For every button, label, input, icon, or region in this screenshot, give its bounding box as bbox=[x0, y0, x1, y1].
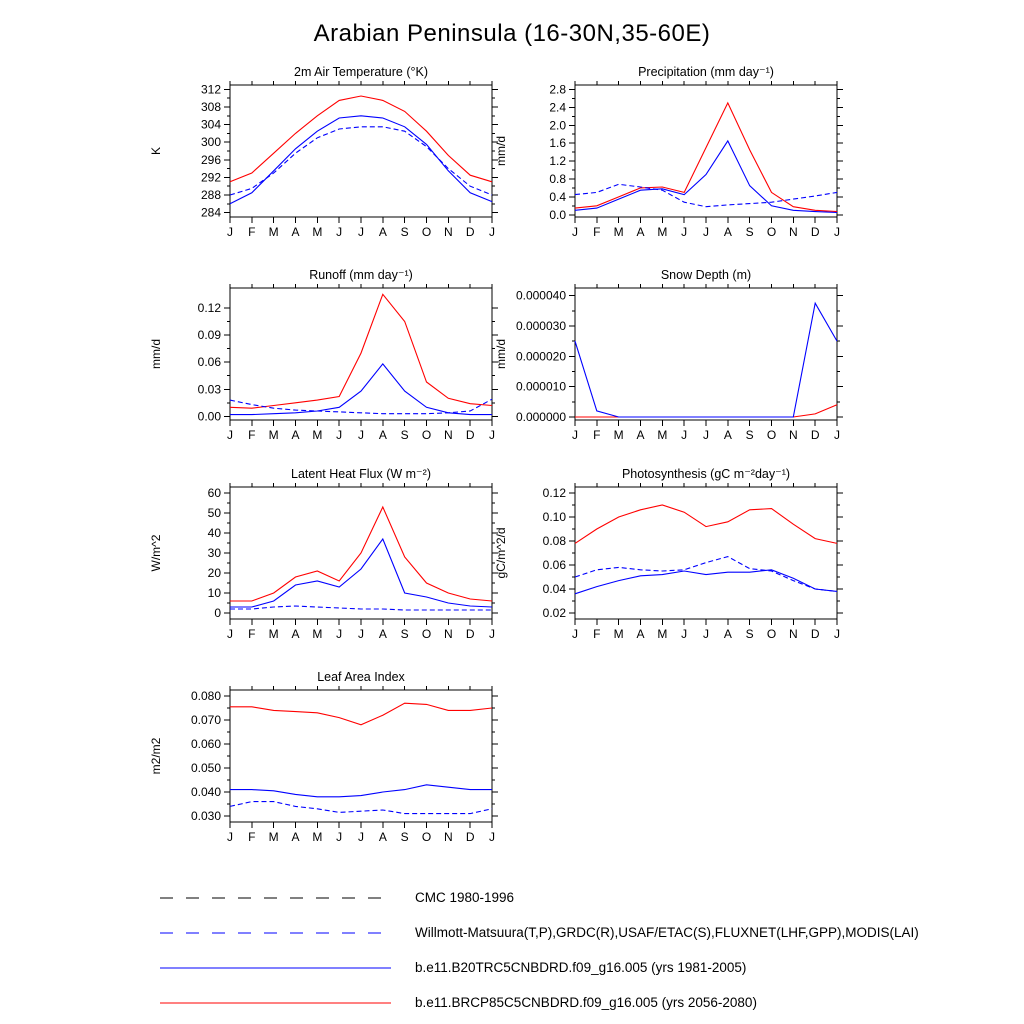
series-Willmott-Matsuura bbox=[230, 127, 492, 195]
y-axis bbox=[201, 82, 498, 219]
y-tick-label: 0.000020 bbox=[515, 349, 566, 364]
series-FLUXNET bbox=[230, 606, 492, 610]
series-group bbox=[575, 303, 837, 417]
legend-item bbox=[158, 915, 919, 950]
x-tick-label: N bbox=[443, 428, 453, 442]
x-tick-label: A bbox=[636, 428, 645, 442]
x-tick-label: A bbox=[723, 627, 732, 641]
x-tick-label: A bbox=[378, 627, 387, 641]
plot-frame bbox=[575, 487, 837, 619]
x-axis bbox=[572, 483, 840, 641]
chart-svg bbox=[130, 465, 502, 665]
y-tick-label: 0.4 bbox=[549, 189, 566, 204]
x-tick-label: O bbox=[766, 428, 777, 442]
figure-title: Arabian Peninsula (16-30N,35-60E) bbox=[313, 20, 711, 47]
x-tick-label: F bbox=[593, 627, 601, 641]
chart-latent-heat-flux bbox=[130, 465, 502, 670]
series-b.e11.BRCP85C5CNBDRD.f09_g16.005 bbox=[230, 507, 492, 601]
x-tick-label: A bbox=[723, 225, 732, 239]
x-tick-label: O bbox=[766, 225, 777, 239]
series-group bbox=[230, 96, 492, 204]
chart-svg bbox=[475, 63, 847, 263]
series-b.e11.BRCP85C5CNBDRD.f09_g16.005 bbox=[230, 96, 492, 182]
x-tick-label: A bbox=[723, 428, 732, 442]
y-tick-label: 0.040 bbox=[190, 785, 221, 799]
x-tick-label: A bbox=[291, 428, 300, 442]
x-tick-label: S bbox=[745, 225, 754, 239]
y-tick-label: 308 bbox=[200, 100, 221, 114]
x-tick-label: F bbox=[593, 428, 601, 442]
y-tick-label: 0.8 bbox=[549, 171, 566, 186]
y-tick-label: 0.070 bbox=[190, 713, 221, 727]
y-tick-label: 0.000030 bbox=[515, 318, 566, 333]
y-tick-label: 2.0 bbox=[549, 118, 566, 133]
x-tick-label: J bbox=[336, 627, 343, 641]
x-tick-label: J bbox=[703, 428, 709, 442]
x-tick-label: J bbox=[489, 627, 495, 641]
x-tick-label: J bbox=[227, 627, 233, 641]
y-tick-label: 300 bbox=[200, 135, 221, 150]
series-group bbox=[575, 505, 837, 594]
panel-title: Latent Heat Flux (W m⁻²) bbox=[291, 467, 431, 481]
legend-label: CMC 1980-1996 bbox=[415, 890, 515, 905]
series-Willmott-Matsuura bbox=[575, 184, 837, 206]
plot-frame bbox=[230, 85, 492, 217]
x-tick-label: D bbox=[810, 428, 820, 442]
x-tick-label: M bbox=[268, 225, 279, 239]
y-axis-label: mm/d bbox=[494, 339, 508, 369]
x-tick-label: M bbox=[312, 830, 323, 844]
y-tick-label: 0.08 bbox=[542, 534, 566, 548]
chart-precipitation bbox=[475, 63, 847, 268]
y-tick-label: 0.10 bbox=[542, 510, 566, 524]
y-axis-label: K bbox=[149, 146, 163, 156]
series-b.e11.B20TRC5CNBDRD.f09_g16.005 bbox=[230, 539, 492, 607]
series-b.e11.BRCP85C5CNBDRD.f09_g16.005 bbox=[230, 703, 492, 725]
x-tick-label: O bbox=[421, 428, 432, 442]
x-tick-label: J bbox=[358, 627, 364, 641]
y-tick-label: 10 bbox=[207, 586, 221, 600]
chart-runoff bbox=[130, 266, 502, 471]
x-tick-label: M bbox=[613, 627, 624, 641]
series-group bbox=[575, 103, 837, 213]
x-tick-label: M bbox=[657, 627, 668, 641]
series-b.e11.B20TRC5CNBDRD.f09_g16.005 bbox=[575, 303, 837, 417]
x-tick-label: N bbox=[788, 627, 798, 641]
x-tick-label: J bbox=[703, 225, 709, 239]
x-tick-label: F bbox=[248, 225, 256, 239]
x-tick-label: J bbox=[227, 225, 233, 239]
x-tick-label: S bbox=[400, 225, 409, 239]
x-tick-label: M bbox=[613, 428, 624, 442]
panel-title: Runoff (mm day⁻¹) bbox=[309, 268, 413, 282]
legend-label: b.e11.B20TRC5CNBDRD.f09_g16.005 (yrs 1981-2005) bbox=[415, 960, 747, 975]
y-tick-label: 304 bbox=[200, 117, 221, 132]
x-tick-label: D bbox=[465, 627, 475, 641]
legend-line-sample bbox=[158, 998, 393, 1008]
x-tick-label: D bbox=[465, 830, 475, 844]
x-tick-label: A bbox=[291, 830, 300, 844]
x-tick-label: D bbox=[810, 627, 820, 641]
y-tick-label: 1.2 bbox=[549, 154, 566, 169]
series-group bbox=[230, 703, 492, 813]
x-tick-label: M bbox=[613, 225, 624, 239]
x-tick-label: J bbox=[358, 225, 364, 239]
y-tick-label: 30 bbox=[207, 546, 221, 560]
y-tick-label: 0.000010 bbox=[515, 379, 566, 394]
y-tick-label: 0.06 bbox=[542, 558, 566, 572]
series-b.e11.B20TRC5CNBDRD.f09_g16.005 bbox=[230, 364, 492, 415]
x-tick-label: A bbox=[378, 428, 387, 442]
y-tick-label: 0.060 bbox=[190, 737, 221, 751]
x-tick-label: M bbox=[657, 225, 668, 239]
x-tick-label: M bbox=[657, 428, 668, 442]
y-tick-label: 288 bbox=[200, 188, 221, 202]
y-tick-label: 0.06 bbox=[197, 355, 221, 370]
x-axis bbox=[227, 81, 495, 239]
series-b.e11.B20TRC5CNBDRD.f09_g16.005 bbox=[575, 570, 837, 594]
y-tick-label: 40 bbox=[207, 526, 221, 540]
x-tick-label: M bbox=[268, 428, 279, 442]
x-tick-label: O bbox=[421, 830, 432, 844]
x-tick-label: A bbox=[291, 627, 300, 641]
panel-title: Leaf Area Index bbox=[317, 670, 405, 684]
chart-svg bbox=[475, 266, 847, 466]
series-b.e11.BRCP85C5CNBDRD.f09_g16.005 bbox=[575, 103, 837, 212]
y-tick-label: 292 bbox=[200, 170, 221, 185]
x-tick-label: J bbox=[336, 428, 343, 442]
x-tick-label: J bbox=[227, 428, 233, 442]
x-tick-label: J bbox=[834, 225, 840, 239]
x-tick-label: J bbox=[572, 627, 578, 641]
y-axis bbox=[208, 486, 498, 620]
chart-svg bbox=[130, 266, 502, 466]
x-tick-label: J bbox=[489, 225, 495, 239]
y-axis-label: W/m^2 bbox=[149, 534, 163, 572]
chart-snow-depth bbox=[475, 266, 847, 471]
series-FLUXNET bbox=[575, 557, 837, 592]
x-tick-label: A bbox=[636, 225, 645, 239]
plot-frame bbox=[575, 85, 837, 217]
y-tick-label: 312 bbox=[200, 82, 221, 97]
y-tick-label: 0.000000 bbox=[515, 409, 566, 424]
x-tick-label: J bbox=[336, 225, 343, 239]
x-tick-label: D bbox=[810, 225, 820, 239]
y-tick-label: 2.4 bbox=[549, 100, 566, 115]
x-tick-label: J bbox=[572, 225, 578, 239]
y-axis bbox=[516, 289, 843, 424]
y-tick-label: 0 bbox=[214, 606, 221, 620]
x-tick-label: A bbox=[291, 225, 300, 239]
x-tick-label: J bbox=[489, 830, 495, 844]
x-tick-label: F bbox=[248, 627, 256, 641]
x-tick-label: S bbox=[400, 830, 409, 844]
y-tick-label: 0.000040 bbox=[515, 288, 566, 303]
y-tick-label: 0.080 bbox=[190, 689, 221, 703]
legend bbox=[158, 880, 919, 1020]
y-tick-label: 60 bbox=[207, 486, 221, 500]
x-tick-label: J bbox=[681, 627, 688, 641]
legend-label: Willmott-Matsuura(T,P),GRDC(R),USAF/ETAC(S),FLUXNET(LHF,GPP),MODIS(LAI) bbox=[415, 925, 919, 940]
y-tick-label: 0.12 bbox=[197, 300, 221, 315]
x-tick-label: N bbox=[788, 225, 798, 239]
chart-svg bbox=[130, 63, 502, 263]
x-tick-label: M bbox=[312, 225, 323, 239]
y-axis bbox=[191, 689, 498, 823]
chart-2m-air-temperature bbox=[130, 63, 502, 268]
x-tick-label: J bbox=[703, 627, 709, 641]
chart-svg bbox=[475, 465, 847, 665]
x-tick-label: S bbox=[400, 428, 409, 442]
y-tick-label: 0.00 bbox=[197, 409, 221, 424]
y-tick-label: 296 bbox=[200, 152, 221, 167]
x-tick-label: A bbox=[636, 627, 645, 641]
legend-item bbox=[158, 985, 919, 1020]
y-tick-label: 2.8 bbox=[549, 82, 566, 97]
x-tick-label: J bbox=[572, 428, 578, 442]
x-tick-label: A bbox=[378, 225, 387, 239]
series-MODIS bbox=[230, 802, 492, 814]
y-axis-label: m2/m2 bbox=[149, 737, 163, 775]
x-tick-label: F bbox=[248, 428, 256, 442]
x-tick-label: O bbox=[766, 627, 777, 641]
x-tick-label: M bbox=[312, 428, 323, 442]
legend-item bbox=[158, 880, 919, 915]
x-tick-label: J bbox=[681, 225, 688, 239]
x-tick-label: F bbox=[248, 830, 256, 844]
x-tick-label: D bbox=[465, 225, 475, 239]
chart-leaf-area-index bbox=[130, 668, 502, 873]
series-b.e11.B20TRC5CNBDRD.f09_g16.005 bbox=[230, 785, 492, 797]
series-b.e11.BRCP85C5CNBDRD.f09_g16.005 bbox=[575, 505, 837, 543]
y-axis-label: mm/d bbox=[149, 339, 163, 369]
x-tick-label: J bbox=[358, 428, 364, 442]
y-tick-label: 0.0 bbox=[549, 207, 566, 222]
legend-label: b.e11.BRCP85C5CNBDRD.f09_g16.005 (yrs 2056-2080) bbox=[415, 995, 757, 1010]
plot-frame bbox=[575, 288, 837, 420]
series-b.e11.BRCP85C5CNBDRD.f09_g16.005 bbox=[575, 405, 837, 417]
legend-item bbox=[158, 950, 919, 985]
chart-photosynthesis bbox=[475, 465, 847, 670]
y-axis-label: mm/d bbox=[494, 136, 508, 166]
x-tick-label: M bbox=[268, 830, 279, 844]
x-tick-label: O bbox=[421, 627, 432, 641]
x-tick-label: N bbox=[443, 225, 453, 239]
panel-title: Snow Depth (m) bbox=[660, 268, 752, 282]
x-tick-label: S bbox=[745, 428, 754, 442]
x-axis bbox=[227, 483, 495, 641]
y-axis-label: gC/m^2/d bbox=[494, 527, 508, 579]
y-tick-label: 0.030 bbox=[190, 809, 221, 823]
panel-title: Precipitation (mm day⁻¹) bbox=[638, 65, 774, 79]
y-tick-label: 0.12 bbox=[542, 486, 566, 500]
x-tick-label: M bbox=[268, 627, 279, 641]
x-tick-label: J bbox=[834, 627, 840, 641]
panel-title: 2m Air Temperature (°K) bbox=[294, 65, 428, 79]
series-group bbox=[230, 294, 492, 414]
x-axis bbox=[227, 284, 495, 442]
chart-svg bbox=[130, 668, 502, 868]
x-axis bbox=[572, 284, 840, 442]
y-tick-label: 0.03 bbox=[197, 382, 221, 397]
y-tick-label: 284 bbox=[200, 205, 221, 220]
x-tick-label: S bbox=[745, 627, 754, 641]
y-tick-label: 0.02 bbox=[542, 606, 566, 620]
legend-line-sample bbox=[158, 928, 393, 938]
x-tick-label: N bbox=[788, 428, 798, 442]
x-tick-label: J bbox=[336, 830, 343, 844]
x-tick-label: D bbox=[465, 428, 475, 442]
x-tick-label: M bbox=[312, 627, 323, 641]
y-tick-label: 20 bbox=[207, 566, 221, 580]
x-tick-label: A bbox=[378, 830, 387, 844]
x-tick-label: S bbox=[400, 627, 409, 641]
y-axis bbox=[549, 82, 843, 221]
x-tick-label: J bbox=[358, 830, 364, 844]
x-tick-label: J bbox=[681, 428, 688, 442]
legend-line-sample bbox=[158, 893, 393, 903]
x-axis bbox=[572, 81, 840, 239]
x-tick-label: J bbox=[227, 830, 233, 844]
y-tick-label: 0.050 bbox=[190, 761, 221, 775]
x-tick-label: N bbox=[443, 627, 453, 641]
y-axis bbox=[543, 486, 843, 620]
x-tick-label: J bbox=[489, 428, 495, 442]
x-tick-label: N bbox=[443, 830, 453, 844]
y-tick-label: 0.09 bbox=[197, 328, 221, 343]
series-group bbox=[230, 507, 492, 610]
x-tick-label: F bbox=[593, 225, 601, 239]
y-tick-label: 50 bbox=[207, 506, 221, 520]
y-axis bbox=[198, 301, 498, 423]
x-tick-label: O bbox=[421, 225, 432, 239]
legend-line-sample bbox=[158, 963, 393, 973]
x-tick-label: J bbox=[834, 428, 840, 442]
panel-title: Photosynthesis (gC m⁻²day⁻¹) bbox=[621, 467, 791, 481]
series-b.e11.B20TRC5CNBDRD.f09_g16.005 bbox=[575, 141, 837, 213]
y-tick-label: 1.6 bbox=[549, 136, 566, 151]
y-tick-label: 0.04 bbox=[542, 582, 566, 596]
